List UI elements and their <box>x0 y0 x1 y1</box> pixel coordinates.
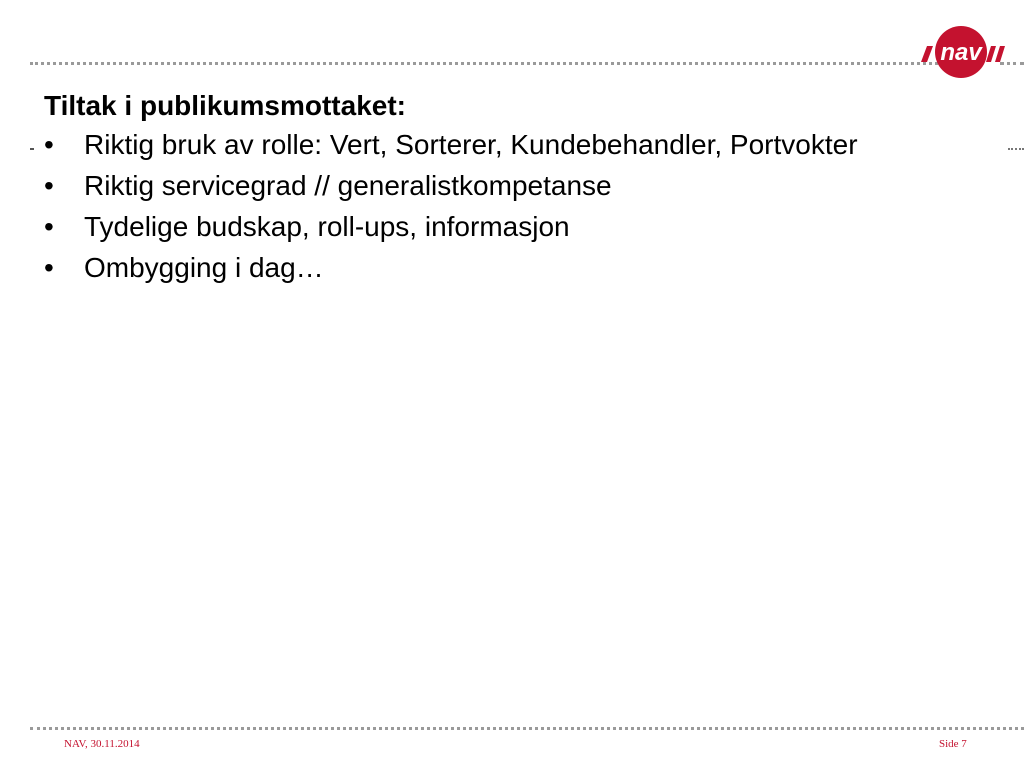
footer-date: NAV, 30.11.2014 <box>64 738 140 750</box>
svg-text:nav: nav <box>940 39 982 66</box>
footer-page-number: Side 7 <box>939 738 967 750</box>
bullet-text: Ombygging i dag… <box>84 252 324 283</box>
bullet-item <box>44 167 904 205</box>
nav-logo <box>921 24 1007 80</box>
bullet-text: Riktig bruk av rolle: Vert, Sorterer, Kundebehandler, Portvokter <box>84 129 858 160</box>
bullet-list <box>44 126 904 287</box>
bullet-mark: • <box>44 252 54 283</box>
bullet-mark: • <box>44 211 54 242</box>
bullet-mark: • <box>44 129 54 160</box>
bullet-item <box>44 208 904 246</box>
right-margin-mark <box>1008 148 1024 152</box>
slide-heading: Tiltak i publikumsmottaket: <box>44 90 406 121</box>
left-margin-mark <box>30 148 34 150</box>
bullet-item <box>44 126 904 164</box>
bullet-text: Riktig servicegrad // generalistkompetanse <box>84 170 612 201</box>
bullet-item <box>44 249 904 287</box>
bottom-divider <box>30 727 1024 730</box>
bullet-mark: • <box>44 170 54 201</box>
slide-content <box>44 88 904 290</box>
top-divider <box>30 62 980 65</box>
bullet-text: Tydelige budskap, roll-ups, informasjon <box>84 211 570 242</box>
